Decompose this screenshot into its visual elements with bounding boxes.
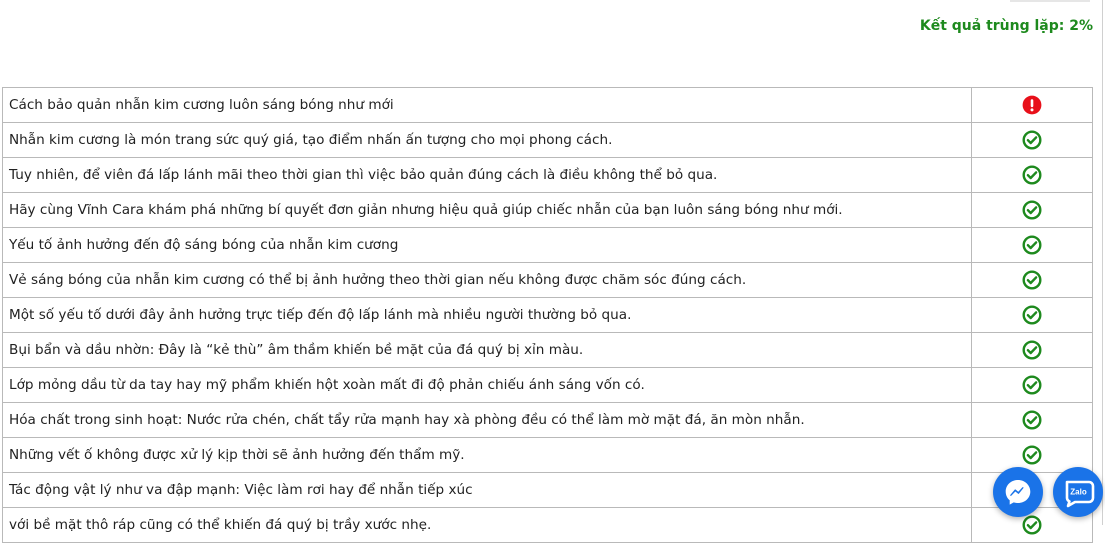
sentence-text: Tác động vật lý như va đập mạnh: Việc làm rơi hay để nhẫn tiếp xúc xyxy=(3,473,972,508)
sentence-text: Lớp mỏng dầu từ da tay hay mỹ phẩm khiến hột xoàn mất đi độ phản chiếu ánh sáng vốn có. xyxy=(3,368,972,403)
check-circle-icon xyxy=(1022,132,1042,148)
table-row xyxy=(3,508,1093,543)
zalo-chat-button[interactable] xyxy=(1053,467,1103,517)
table-row xyxy=(3,158,1093,193)
messenger-chat-button[interactable] xyxy=(993,467,1043,517)
sentence-status xyxy=(972,298,1093,333)
table-row xyxy=(3,193,1093,228)
table-row xyxy=(3,473,1093,508)
check-circle-icon xyxy=(1022,517,1042,533)
sentence-check-table xyxy=(2,87,1093,543)
check-circle-icon xyxy=(1022,377,1042,393)
check-circle-icon xyxy=(1022,272,1042,288)
sentence-text: Nhẫn kim cương là món trang sức quý giá, tạo điểm nhấn ấn tượng cho mọi phong cách. xyxy=(3,123,972,158)
sentence-text: Vẻ sáng bóng của nhẫn kim cương có thể bị ảnh hưởng theo thời gian nếu không được chăm sóc đúng cách. xyxy=(3,263,972,298)
sentence-status xyxy=(972,333,1093,368)
sentence-status xyxy=(972,368,1093,403)
table-row xyxy=(3,368,1093,403)
check-circle-icon xyxy=(1022,202,1042,218)
sentence-text: Yếu tố ảnh hưởng đến độ sáng bóng của nhẫn kim cương xyxy=(3,228,972,263)
check-circle-icon xyxy=(1022,412,1042,428)
exclamation-circle-icon xyxy=(1022,97,1042,113)
duplicate-result-label: Kết quả trùng lặp: 2% xyxy=(919,18,1093,34)
check-circle-icon xyxy=(1022,307,1042,323)
table-row xyxy=(3,333,1093,368)
page-right-border xyxy=(1102,0,1103,525)
zalo-label: Zalo xyxy=(1070,487,1087,497)
top-divider xyxy=(1010,0,1090,2)
table-row xyxy=(3,298,1093,333)
zalo-icon xyxy=(1053,467,1103,517)
sentence-text: Bụi bẩn và dầu nhờn: Đây là “kẻ thù” âm thầm khiến bề mặt của đá quý bị xỉn màu. xyxy=(3,333,972,368)
check-circle-icon xyxy=(1022,447,1042,463)
table-row xyxy=(3,438,1093,473)
sentence-status xyxy=(972,228,1093,263)
table-row xyxy=(3,88,1093,123)
sentence-text: Hãy cùng Vĩnh Cara khám phá những bí quyết đơn giản nhưng hiệu quả giúp chiếc nhẫn của bạn luôn sáng bóng như mới. xyxy=(3,193,972,228)
table-row xyxy=(3,123,1093,158)
sentence-status xyxy=(972,263,1093,298)
table-row xyxy=(3,228,1093,263)
sentence-status xyxy=(972,123,1093,158)
sentence-status xyxy=(972,158,1093,193)
sentence-text: Cách bảo quản nhẫn kim cương luôn sáng bóng như mới xyxy=(3,88,972,123)
sentence-text: Tuy nhiên, để viên đá lấp lánh mãi theo thời gian thì việc bảo quản đúng cách là điều không thể bỏ qua. xyxy=(3,158,972,193)
check-circle-icon xyxy=(1022,237,1042,253)
check-circle-icon xyxy=(1022,167,1042,183)
table-row xyxy=(3,403,1093,438)
sentence-status xyxy=(972,193,1093,228)
sentence-text: Một số yếu tố dưới đây ảnh hưởng trực tiếp đến độ lấp lánh mà nhiều người thường bỏ qua. xyxy=(3,298,972,333)
messenger-icon xyxy=(993,467,1043,517)
sentence-text: với bề mặt thô ráp cũng có thể khiến đá quý bị trầy xước nhẹ. xyxy=(3,508,972,543)
sentence-status xyxy=(972,403,1093,438)
sentence-text: Những vết ố không được xử lý kịp thời sẽ ảnh hưởng đến thẩm mỹ. xyxy=(3,438,972,473)
check-circle-icon xyxy=(1022,342,1042,358)
table-row xyxy=(3,263,1093,298)
sentence-status xyxy=(972,88,1093,123)
sentence-text: Hóa chất trong sinh hoạt: Nước rửa chén, chất tẩy rửa mạnh hay xà phòng đều có thể làm mờ mặt đá, ăn mòn nhẫn. xyxy=(3,403,972,438)
